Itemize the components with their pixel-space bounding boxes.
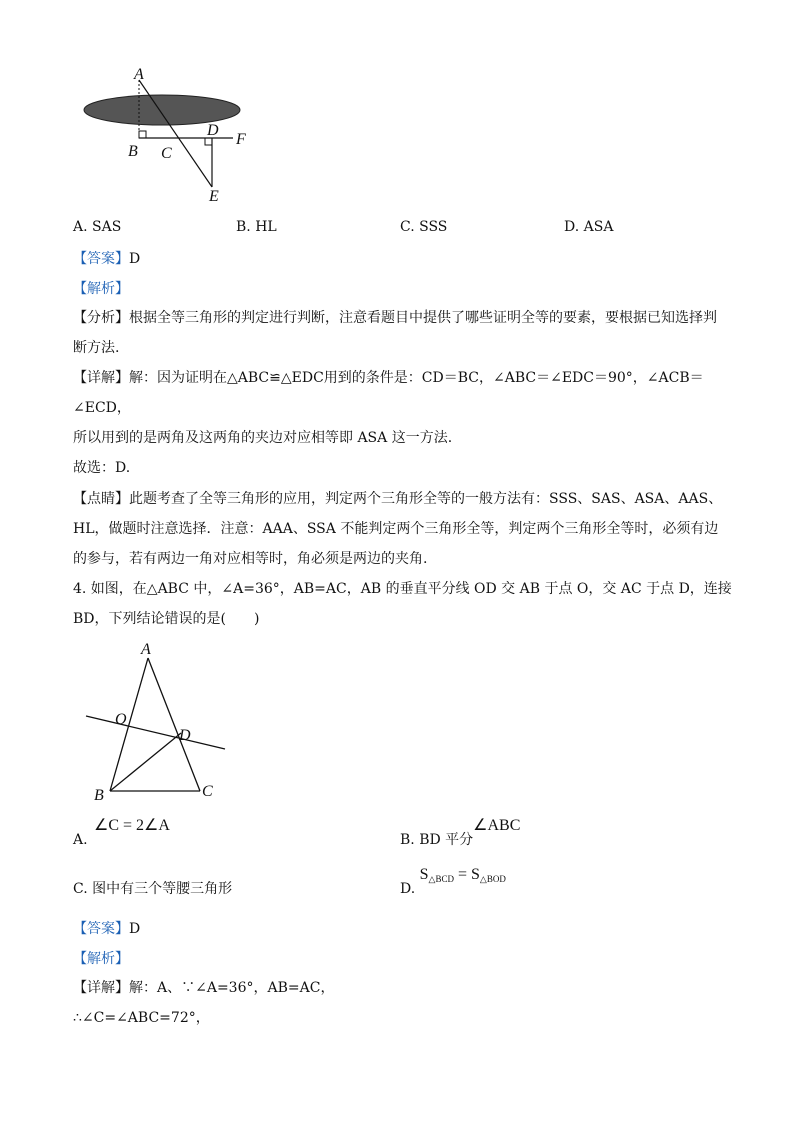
detail-tag: 【详解】 [73,370,129,386]
q3-fenxi-line2: 断方法. [73,340,120,356]
q3-dianjing-line1 [73,488,722,508]
option-b-prefix: B. BD 平分 [400,832,474,848]
right-angle-d [205,138,212,145]
fenxi-tag: 【分析】 [73,310,129,326]
q4-option-c: C. 图中有三个等腰三角形 [73,881,233,897]
label-b: B [128,143,138,160]
detail-text: 解：因为证明在△ABC≌△EDC用到的条件是：CD＝BC，∠ABC＝∠EDC＝90°，∠ACB＝ [129,370,704,386]
area-sub-bcd: △BCD [428,874,454,884]
label-c: C [202,783,213,800]
pond-ellipse [84,95,240,125]
area-symbol: S [419,866,429,883]
q3-analysis-tag: 【解析】 [73,281,129,297]
perpendicular-bisector-od [86,716,225,749]
option-a-math: ∠C = 2∠A [94,817,170,834]
q3-detail-line4: 故选：D. [73,460,131,476]
answer-value: D [129,251,141,267]
area-symbol-2: S [471,866,480,883]
q4-answer [73,918,140,938]
label-d: D [207,122,219,139]
right-angle-b [139,131,146,138]
q3-option-a: A. SAS [73,219,122,235]
label-a: A [141,641,151,658]
q4-stem-line2: BD，下列结论错误的是( ) [73,611,260,627]
q4-option-b [400,815,521,848]
label-d: D [179,727,191,744]
figure-isosceles-triangle [80,638,240,808]
option-d-prefix: D. [400,881,416,897]
q3-dianjing-line3: 的参与，若有两边一角对应相等时，角必须是两边的夹角. [73,551,428,567]
option-b-math: ∠ABC [473,817,521,834]
answer-tag: 【答案】 [73,251,129,267]
equals-sign: = [453,866,472,883]
q3-option-c: C. SSS [400,219,448,235]
label-e: E [209,188,219,205]
label-f: F [236,131,246,148]
q4-detail-line2: ∴∠C=∠ABC=72°， [73,1010,210,1026]
q3-dianjing-line2: HL，做题时注意选择．注意：AAA、SSA 不能判定两个三角形全等，判定两个三角形全等时，必须有边 [73,521,719,537]
label-c: C [161,145,172,162]
option-a-prefix: A. [73,832,88,848]
figure-congruent-triangles [70,60,270,210]
dianjing-tag: 【点睛】 [73,491,129,507]
answer-tag: 【答案】 [73,921,129,937]
q3-option-b: B. HL [236,219,277,235]
detail-text: 解：A、∵∠A=36°，AB=AC， [129,980,335,996]
label-b: B [94,787,104,804]
side-ac [148,658,200,791]
q3-answer [73,248,140,268]
q4-option-d [400,866,506,897]
q3-option-d: D. ASA [564,219,614,235]
q4-analysis-tag: 【解析】 [73,951,129,967]
dianjing-text: 此题考查了全等三角形的应用，判定两个三角形全等的一般方法有：SSS、SAS、ASA、AAS、 [129,491,723,507]
q4-option-a [73,815,170,848]
label-o: O [115,711,127,728]
q4-detail-line1 [73,977,334,997]
q3-fenxi-line1 [73,307,717,327]
q3-detail-line1 [73,367,704,387]
q4-stem-line1: 4. 如图，在△ABC 中，∠A=36°，AB=AC，AB 的垂直平分线 OD 交 AB 于点 O，交 AC 于点 D，连接 [73,581,732,597]
fenxi-text: 根据全等三角形的判定进行判断，注意看题目中提供了哪些证明全等的要素，要根据已知选择判 [129,310,717,326]
q3-detail-line2: ∠ECD， [73,400,131,416]
segment-bd [110,733,181,791]
answer-value: D [129,921,141,937]
q3-detail-line3: 所以用到的是两角及这两角的夹边对应相等即 ASA 这一方法. [73,430,453,446]
option-d-math [420,866,506,883]
detail-tag: 【详解】 [73,980,129,996]
label-a: A [134,66,144,83]
area-sub-bod: △BOD [479,874,506,884]
